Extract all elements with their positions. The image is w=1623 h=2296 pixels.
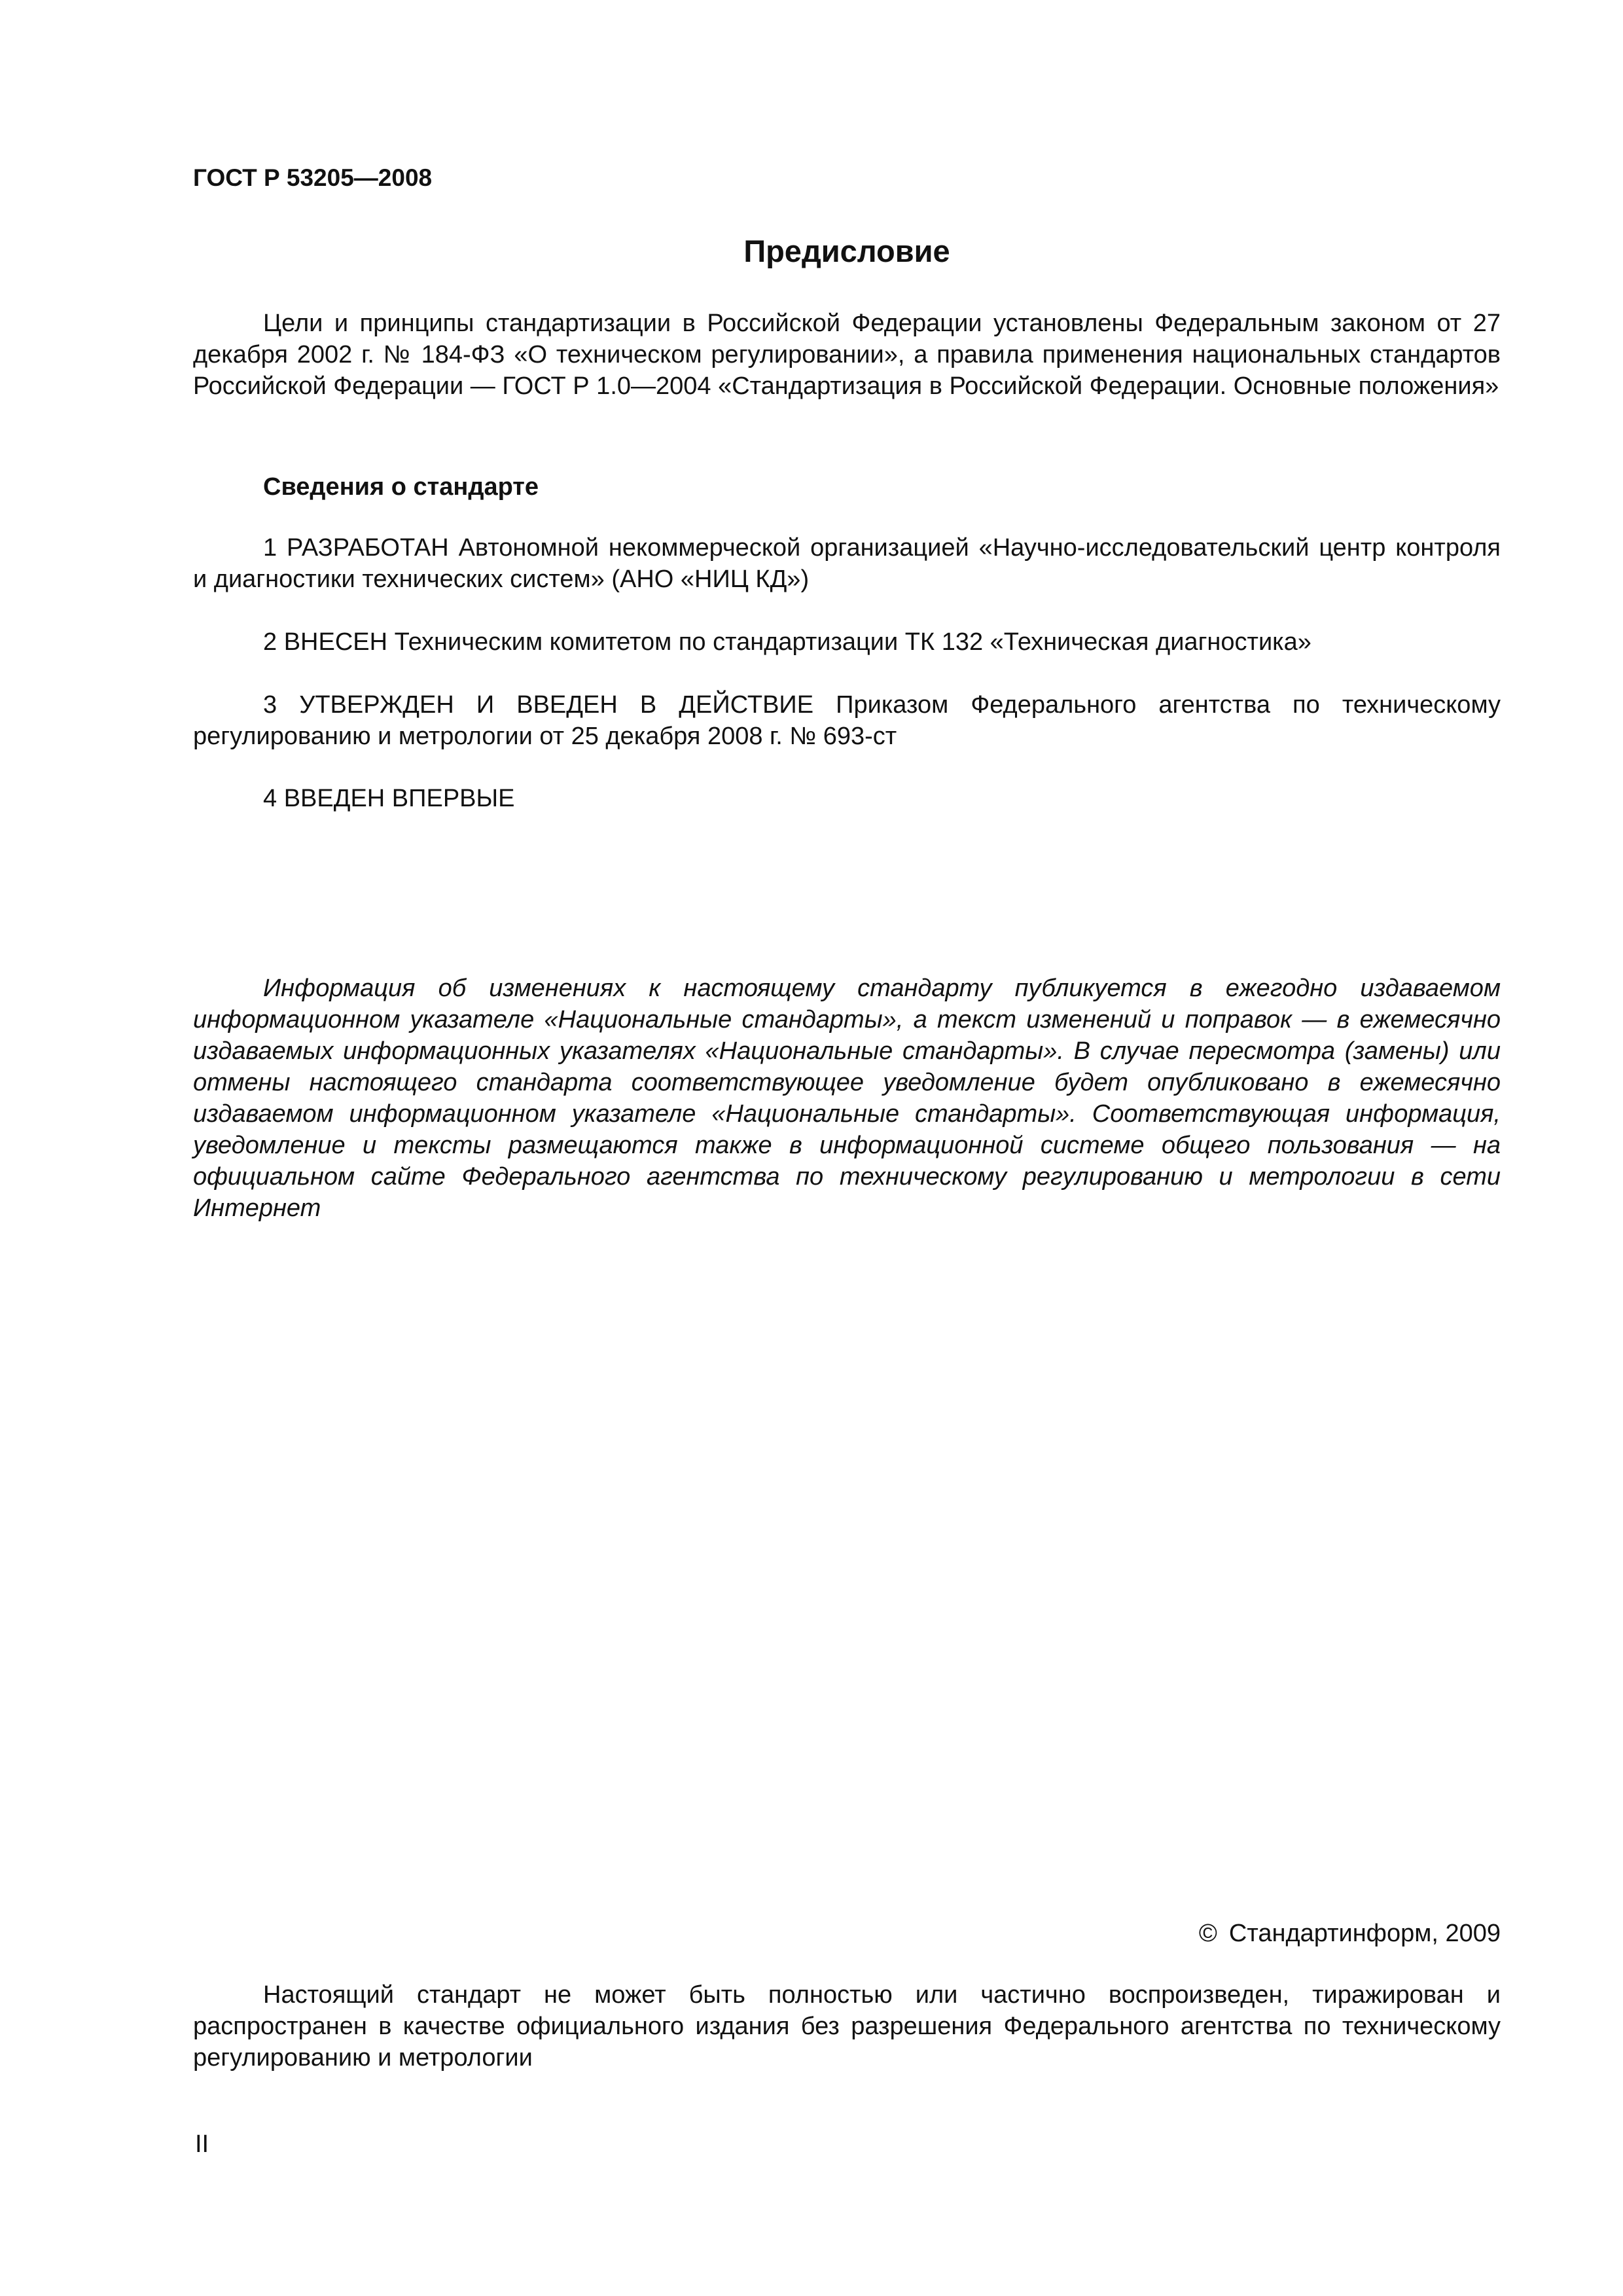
info-heading: Сведения о стандарте (263, 473, 539, 501)
info-item-4: 4 ВВЕДЕН ВПЕРВЫЕ (263, 785, 515, 812)
info-item-3: 3 УТВЕРЖДЕН И ВВЕДЕН В ДЕЙСТВИЕ Приказом Федерального агентства по техническому регулированию и метрологии от 25 декабря 2008 г. № 693-ст (193, 691, 1501, 750)
standard-designation: ГОСТ Р 53205—2008 (193, 164, 433, 191)
changes-notice-paragraph: Информация об изменениях к настоящему стандарту публикуется в ежегодно издаваемом информационном указателе «Национальные стандарты», а текст изменений и поправок — в ежемесячно издаваемых информационных указателях «Национальные стандарты». В случае пересмотра (замены) или отмены настоящего стандарта соответствующее уведомление будет опубликовано в ежемесячно издаваемом информационном указателе «Национальные стандарты». Соответствующая информация, уведомление и тексты размещаются также в информационной системе общего пользования — на официальном сайте Федерального агентства по техническому регулированию и метрологии в сети Интернет (193, 975, 1501, 1222)
copyright-icon: © (1198, 1920, 1217, 1947)
info-item-2: 2 ВНЕСЕН Техническим комитетом по стандартизации ТК 132 «Техническая диагностика» (263, 628, 1311, 656)
copyright-holder: Стандартинформ, 2009 (1228, 1920, 1501, 1947)
intro-paragraph: Цели и принципы стандартизации в Российской Федерации установлены Федеральным законом от 27 декабря 2002 г. № 184-ФЗ «О техническом регулировании», а правила применения национальных стандартов Российской Федерации — ГОСТ Р 1.0—2004 «Стандартизация в Российской Федерации. Основные положения» (193, 310, 1501, 400)
page-title: Предисловие (743, 234, 950, 268)
info-item-1: 1 РАЗРАБОТАН Автономной некоммерческой организацией «Научно-исследовательский центр контроля и диагностики технических систем» (АНО «НИЦ КД») (193, 534, 1501, 593)
reproduction-notice-paragraph: Настоящий стандарт не может быть полностью или частично воспроизведен, тиражирован и распространен в качестве официального издания без разрешения Федерального агентства по техническому регулированию и метрологии (193, 1981, 1501, 2072)
page-number: II (195, 2130, 209, 2158)
copyright-line (1199, 1918, 1501, 1949)
